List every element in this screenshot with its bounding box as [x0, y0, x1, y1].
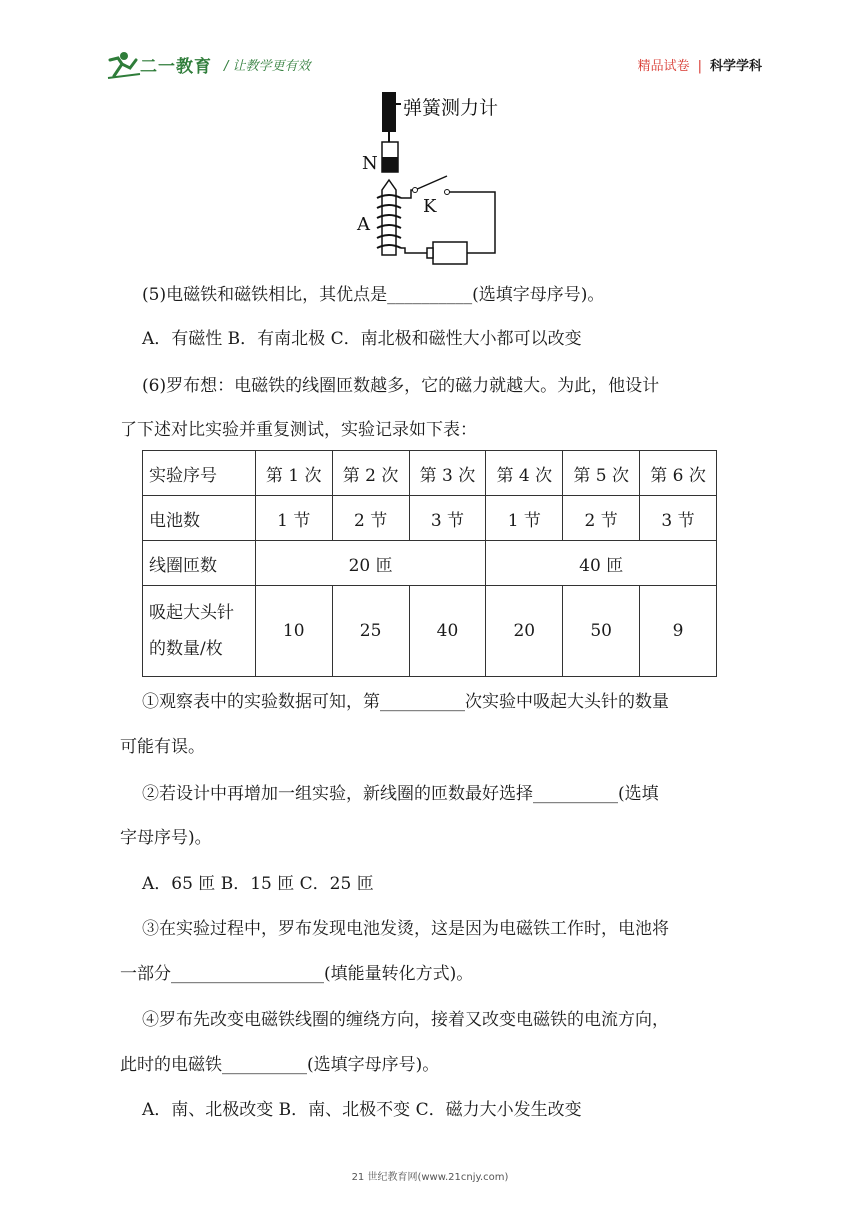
q6-stem-line2: 了下述对比实验并重复测试，实验记录如下表： [120, 420, 477, 440]
table-cell: 9 [640, 586, 717, 677]
header-tags [638, 55, 762, 74]
table-cell: 3 节 [640, 496, 717, 541]
sub1-line1: ①观察表中的实验数据可知，第__________次实验中吸起大头针的数量 [142, 692, 669, 712]
table-cell: 第 6 次 [640, 451, 717, 496]
sub3-line1: ③在实验过程中，罗布发现电池发烫，这是因为电磁铁工作时，电池将 [142, 919, 669, 939]
page-footer: 21 世纪教育网(www.21cnjy.com) [351, 1172, 509, 1183]
table-cell: 第 3 次 [409, 451, 486, 496]
table-cell: 40 匝 [486, 541, 717, 586]
switch-k [415, 176, 447, 190]
table-cell: 1 节 [486, 496, 563, 541]
table-cell: 2 节 [332, 496, 409, 541]
sub2-line2: 字母序号)。 [120, 828, 212, 848]
sub3-line2: 一部分__________________(填能量转化方式)。 [120, 964, 474, 984]
table-cell: 40 [409, 586, 486, 677]
iron-nail [382, 180, 396, 255]
table-cell: 3 节 [409, 496, 486, 541]
table-cell: 第 5 次 [563, 451, 640, 496]
table-cell: 20 匝 [255, 541, 486, 586]
table-cell: 25 [332, 586, 409, 677]
table-cell: 20 [486, 586, 563, 677]
pins-label-line1: 吸起大头针 [149, 603, 234, 623]
table-cell: 第 1 次 [255, 451, 332, 496]
table-row [143, 451, 717, 496]
table-header-cell: 电池数 [143, 496, 256, 541]
sub4-line2: 此时的电磁铁__________(选填字母序号)。 [120, 1055, 440, 1075]
spring-scale [382, 92, 396, 132]
q5-stem: (5)电磁铁和磁铁相比，其优点是__________(选填字母序号)。 [142, 285, 605, 305]
label-k: K [423, 196, 437, 217]
label-meter: 弹簧测力计 [403, 97, 499, 119]
page-header [0, 0, 860, 90]
sub4-options: A．南、北极改变 B．南、北极不变 C．磁力大小发生改变 [142, 1100, 582, 1120]
label-n: N [362, 153, 378, 174]
tag-subject: 科学学科 [709, 59, 762, 74]
tag-quality: 精品试卷 [637, 59, 690, 74]
label-a: A [357, 214, 370, 235]
q5-options: A．有磁性 B．有南北极 C．南北极和磁性大小都可以改变 [142, 329, 582, 349]
table-cell: 50 [563, 586, 640, 677]
table-cell: 10 [255, 586, 332, 677]
sub4-line1: ④罗布先改变电磁铁线圈的缠绕方向，接着又改变电磁铁的电流方向， [142, 1010, 669, 1030]
table-cell: 2 节 [563, 496, 640, 541]
tag-separator: | [697, 59, 702, 74]
table-cell: 第 2 次 [332, 451, 409, 496]
sub2-line1: ②若设计中再增加一组实验，新线圈的匝数最好选择__________(选填 [142, 784, 659, 804]
q6-stem-line1: (6)罗布想：电磁铁的线圈匝数越多，它的磁力就越大。为此，他设计 [142, 376, 660, 396]
sub1-line2: 可能有误。 [120, 737, 205, 757]
table-header-cell: 实验序号 [143, 451, 256, 496]
logo-text: 二一教育 [140, 57, 212, 77]
table-header-cell [143, 586, 256, 677]
pins-label-line2: 的数量/枚 [149, 639, 223, 659]
sub2-options: A．65 匝 B．15 匝 C．25 匝 [142, 874, 374, 894]
table-row [143, 541, 717, 586]
table-header-cell: 线圈匝数 [143, 541, 256, 586]
slogan: / 让教学更有效 [224, 59, 311, 74]
table-cell: 第 4 次 [486, 451, 563, 496]
table-cell: 1 节 [255, 496, 332, 541]
experiment-table [142, 450, 717, 677]
table-row [143, 586, 717, 677]
electromagnet-diagram [355, 90, 555, 270]
battery [433, 242, 467, 264]
table-row [143, 496, 717, 541]
